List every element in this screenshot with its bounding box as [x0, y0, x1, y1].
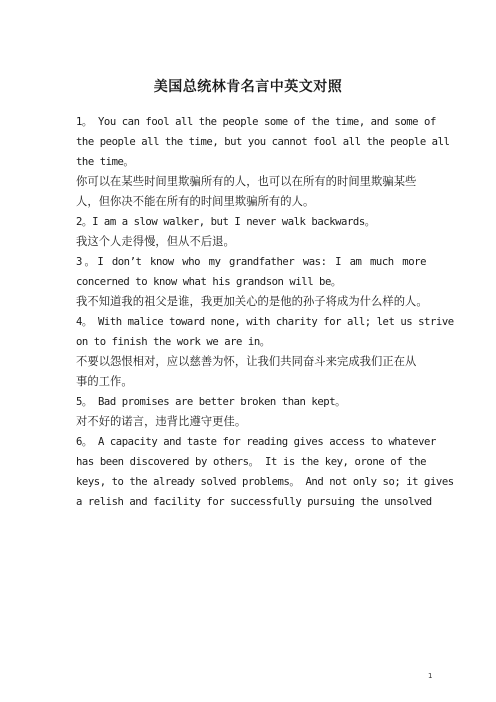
document-body — [76, 112, 454, 512]
english-text-line: on to finish the work we are in。 — [76, 336, 270, 348]
chinese-text-line: 对不好的诺言，违背比遵守更佳。 — [76, 415, 247, 428]
english-text-line: 3。I don’t know who my grandfather was: I am much more — [76, 256, 426, 268]
english-text-line: 5。 Bad promises are better broken than kept。 — [76, 396, 346, 408]
english-text-line: 4。 With malice toward none, with charity for all; let us strive — [76, 316, 454, 328]
english-text-line: 1。 You can fool all the people some of the time, and some of — [76, 116, 436, 128]
document-title: 美国总统林肯名言中英文对照 — [153, 79, 343, 95]
chinese-text-line: 我这个人走得慢，但从不后退。 — [76, 235, 235, 248]
chinese-text-line: 我不知道我的祖父是谁，我更加关心的是他的孙子将成为什么样的人。 — [76, 295, 428, 308]
chinese-text-line: 事的工作。 — [76, 375, 133, 388]
chinese-text-line: 人，但你决不能在所有的时间里欺骗所有的人。 — [76, 195, 315, 208]
english-text-line: concerned to know what his grandson will be。 — [76, 276, 342, 288]
english-text-line: a relish and facility for successfully pursuing the unsolved — [76, 496, 432, 508]
english-text-line: 2。I am a slow walker, but I never walk backwards。 — [76, 216, 375, 228]
english-text-line: has been discovered by others。 It is the key, orone of the — [76, 456, 426, 468]
page-number: 1 — [428, 672, 433, 680]
chinese-text-line: 你可以在某些时间里欺骗所有的人，也可以在所有的时间里欺骗某些 — [76, 175, 417, 188]
chinese-text-line: 不要以怨恨相对，应以慈善为怀，让我们共同奋斗来完成我们正在从 — [76, 355, 417, 368]
english-text-line: keys, to the already solved problems。 And not only so; it gives — [76, 476, 454, 488]
english-text-line: the time。 — [76, 156, 134, 168]
english-text-line: 6。 A capacity and taste for reading gives access to whatever — [76, 436, 436, 448]
english-text-line: the people all the time, but you cannot fool all the people all — [76, 136, 450, 148]
